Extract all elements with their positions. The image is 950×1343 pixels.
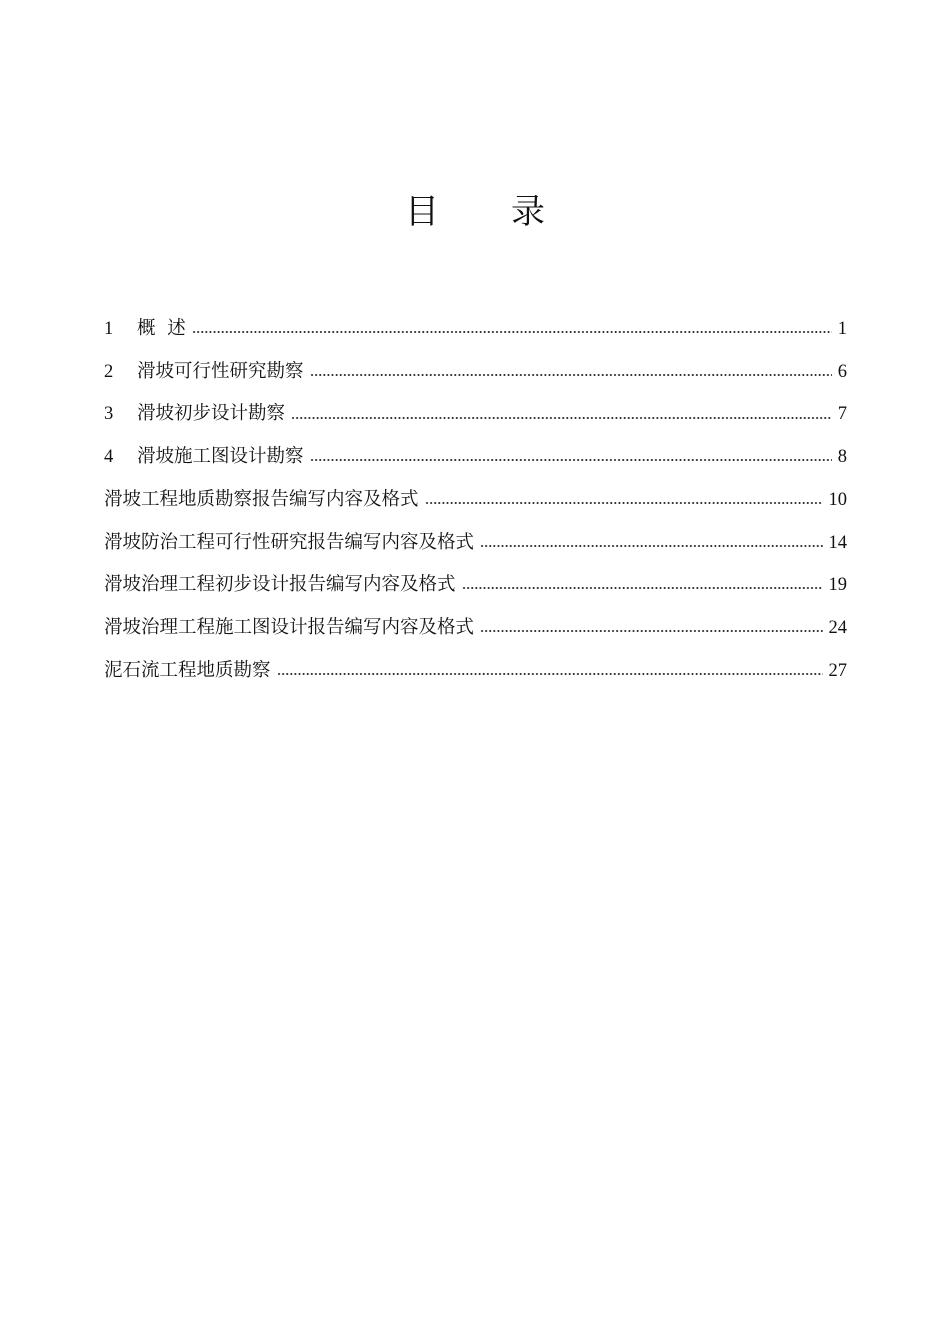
toc-entry-title: 滑坡治理工程初步设计报告编写内容及格式 (104, 574, 456, 596)
toc-entry-number: 4 (104, 447, 114, 468)
toc-entry-title: 滑坡工程地质勘察报告编写内容及格式 (104, 488, 419, 510)
toc-entry-page: 6 (837, 361, 847, 382)
dot-leader (277, 673, 823, 675)
title-char-1: 目 (405, 191, 439, 232)
toc-entry[interactable] (104, 650, 847, 693)
toc-entry[interactable] (104, 351, 847, 394)
dot-leader (291, 417, 832, 419)
toc-entry-page: 10 (828, 489, 847, 510)
toc-entry[interactable] (104, 521, 847, 564)
toc-entry-title: 泥石流工程地质勘察 (104, 659, 271, 681)
toc-entry-number: 1 (104, 319, 114, 340)
dot-leader (310, 374, 832, 376)
toc-entry-page: 7 (837, 404, 847, 425)
toc-entry[interactable] (104, 479, 847, 522)
dot-leader (310, 459, 832, 461)
dot-leader (462, 587, 823, 589)
toc-entry[interactable] (104, 393, 847, 436)
toc-entry-page: 14 (828, 532, 847, 553)
toc-entry-title: 滑坡施工图设计勘察 (137, 446, 304, 468)
toc-entry[interactable] (104, 564, 847, 607)
toc-entry-number: 3 (104, 404, 114, 425)
toc-entry-page: 24 (828, 617, 847, 638)
toc-list (104, 308, 847, 692)
toc-entry-title: 滑坡治理工程施工图设计报告编写内容及格式 (104, 616, 475, 638)
toc-entry[interactable] (104, 436, 847, 479)
toc-entry-page: 19 (828, 575, 847, 596)
toc-entry[interactable] (104, 308, 847, 351)
toc-entry-number: 2 (104, 361, 114, 382)
dot-leader (192, 331, 832, 333)
toc-entry-page: 1 (837, 319, 847, 340)
toc-entry-page: 8 (837, 447, 847, 468)
dot-leader (425, 502, 823, 504)
toc-entry-title: 滑坡防治工程可行性研究报告编写内容及格式 (104, 531, 475, 553)
toc-entry-title: 滑坡初步设计勘察 (137, 403, 286, 425)
toc-entry-title: 滑坡可行性研究勘察 (137, 360, 304, 382)
toc-entry-page: 27 (828, 660, 847, 681)
dot-leader (480, 630, 822, 632)
title-char-2: 录 (511, 191, 545, 232)
dot-leader (480, 545, 822, 547)
toc-entry-title: 概 述 (137, 318, 186, 340)
page-title (0, 186, 950, 230)
toc-entry[interactable] (104, 607, 847, 650)
